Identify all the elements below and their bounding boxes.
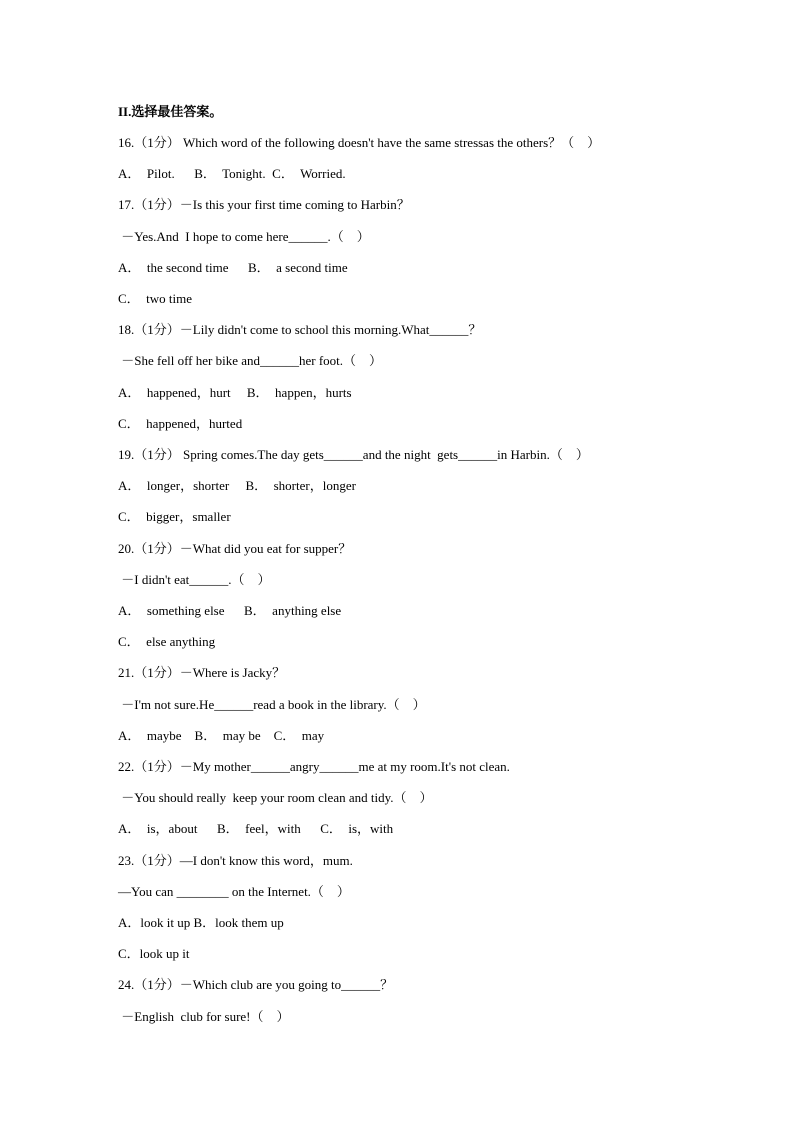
question-17-stem: 17.（1分）－Is this your first time coming to Harbin？ [118, 197, 410, 212]
question-21-options: A． maybe B． may be C． may [118, 728, 325, 743]
question-20-option-c: C． else anything [118, 634, 216, 649]
question-23-stem: 23.（1分）—I don't know this word，mum. [118, 853, 353, 868]
question-20-stem: 20.（1分）－What did you eat for supper？ [118, 541, 352, 556]
question-18-option-c: C． happened，hurted [118, 416, 243, 431]
question-20-options-ab: A． something else B． anything else [118, 603, 342, 618]
question-17-options-ab: A． the second time B． a second time [118, 260, 348, 275]
question-18-dialogue: －She fell off her bike and______her foot.（ ） [118, 353, 383, 368]
question-21-stem: 21.（1分）－Where is Jacky？ [118, 665, 286, 680]
question-21-dialogue: －I'm not sure.He______read a book in the library.（ ） [118, 697, 426, 712]
question-23-options-ab: A．look it up B．look them up [118, 915, 284, 930]
question-17-option-c: C． two time [118, 291, 193, 306]
question-18-options-ab: A． happened，hurt B． happen，hurts [118, 385, 352, 400]
question-22-dialogue: －You should really keep your room clean and tidy.（ ） [118, 790, 433, 805]
question-23-option-c: C．look up it [118, 946, 190, 961]
section-title: II.选择最佳答案。 [118, 104, 223, 119]
question-16-options: A． Pilot. B． Tonight. C． Worried. [118, 166, 346, 181]
question-19-option-c: C． bigger，smaller [118, 509, 231, 524]
question-17-dialogue: －Yes.And I hope to come here______.（ ） [118, 229, 370, 244]
question-23-dialogue: —You can ________ on the Internet.（ ） [118, 884, 350, 899]
question-19-stem: 19.（1分） Spring comes.The day gets______and the night gets______in Harbin.（ ） [118, 447, 589, 462]
question-19-options-ab: A． longer，shorter B． shorter，longer [118, 478, 356, 493]
question-22-stem: 22.（1分）－My mother______angry______me at my room.It's not clean. [118, 759, 510, 774]
question-18-stem: 18.（1分）－Lily didn't come to school this morning.What______？ [118, 322, 482, 337]
question-24-stem: 24.（1分）－Which club are you going to______？ [118, 977, 394, 992]
question-22-options: A． is，about B． feel，with C． is，with [118, 821, 394, 836]
question-20-dialogue: －I didn't eat______.（ ） [118, 572, 271, 587]
question-16-stem: 16.（1分） Which word of the following doesn't have the same stressas the others？（ ） [118, 135, 601, 150]
question-24-dialogue: －English club for sure!（ ） [118, 1009, 290, 1024]
